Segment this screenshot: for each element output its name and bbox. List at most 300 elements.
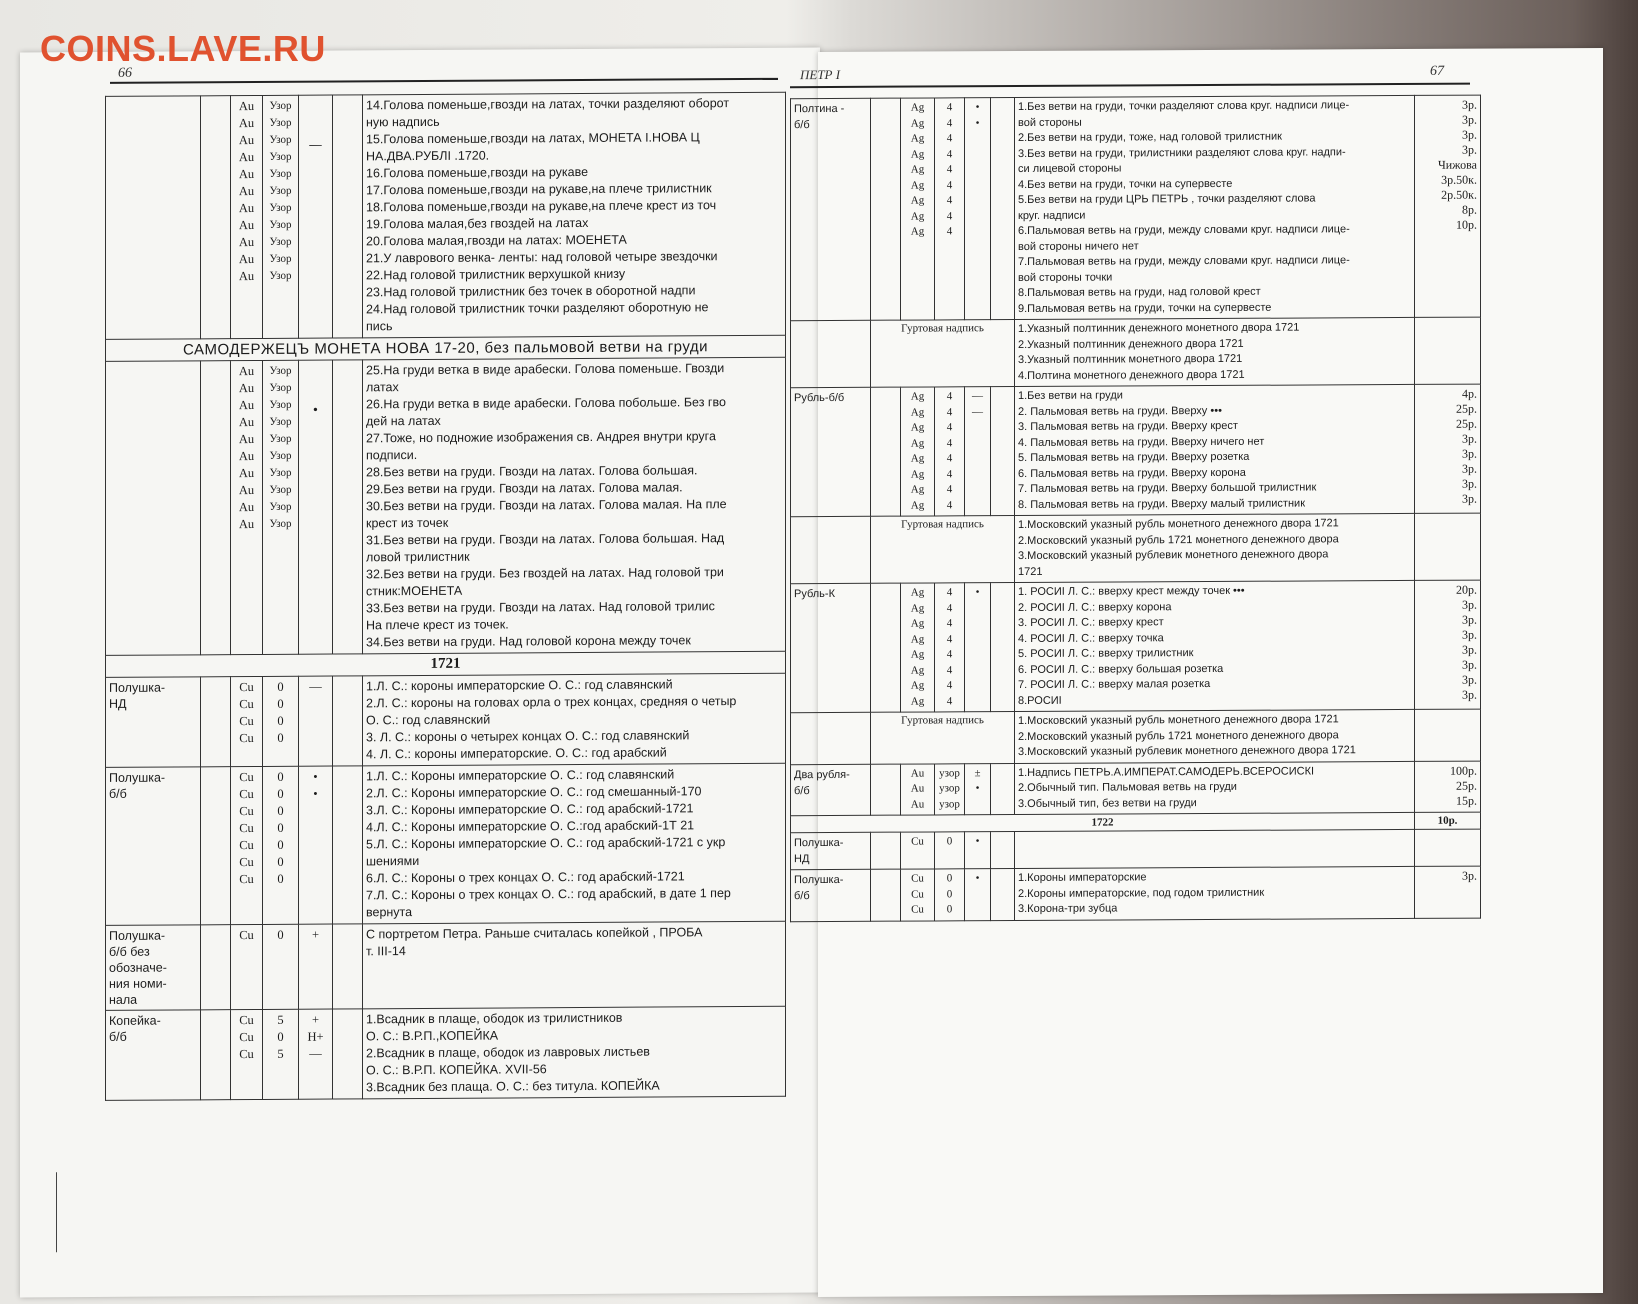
description-line: 1.Московский указный рубль монетного денежного двора 1721 xyxy=(1018,713,1339,728)
edge-value: Узор xyxy=(269,184,292,197)
description-line: 3. РОСИІ Л. С.: вверху крест xyxy=(1018,616,1164,630)
material-value: Au xyxy=(238,218,255,233)
description-line: 6.Пальмовая ветвь на груди, между словами круг. надписи лице- xyxy=(1018,223,1350,238)
empty-cell xyxy=(871,98,901,320)
mark-cell xyxy=(299,360,333,654)
material-value: Ag xyxy=(910,405,925,419)
description-cell xyxy=(363,763,786,924)
grade-value: 0 xyxy=(277,854,284,869)
description-line: 26.На груди ветка в виде арабески. Голова побольше. Без гво xyxy=(366,395,726,412)
description-line: 2. РОСИІ Л. С.: вверху корона xyxy=(1018,600,1172,614)
watermark: COINS.LAVE.RU xyxy=(40,28,326,69)
material-value: Ag xyxy=(910,436,925,450)
price-value: 3р. xyxy=(1462,687,1477,702)
grade-value: 4 xyxy=(946,209,953,222)
material-value: Au xyxy=(238,269,255,284)
edge-value: Узор xyxy=(269,167,292,180)
description-cell xyxy=(1015,829,1415,868)
material-value: Cu xyxy=(911,903,924,916)
description-line: 7.Пальмовая ветвь на груди, между словами круг. надписи лице- xyxy=(1018,254,1350,269)
description-cell xyxy=(1015,761,1415,815)
denomination-cell: Копейка- б/б xyxy=(106,1010,201,1101)
description-line: 16.Голова поменьше,гвозди на рукаве xyxy=(366,164,589,181)
mark-value: • xyxy=(313,786,318,801)
material-value: Cu xyxy=(911,888,924,901)
edge-cell xyxy=(263,95,299,338)
catalog-row xyxy=(791,317,1481,388)
description-line: 8.Пальмовая ветвь на груди, над головой крест xyxy=(1018,285,1261,300)
price-value: 2р.50к. xyxy=(1441,187,1477,202)
mark-value: + xyxy=(311,927,320,942)
mark-cell xyxy=(299,766,333,924)
mark-value: • xyxy=(975,835,980,848)
description-line: 5.Без ветви на груди ЦРЬ ПЕТРЬ , точки разделяют слова xyxy=(1018,192,1316,207)
material-value: Au xyxy=(238,432,255,447)
description-line: круг. надписи xyxy=(1018,209,1086,222)
grade-value: 4 xyxy=(946,467,953,480)
price-value: 100р. xyxy=(1450,763,1477,778)
material-value: Cu xyxy=(239,714,254,729)
material-value: Ag xyxy=(910,452,925,465)
left-page-number: 66 xyxy=(118,65,132,81)
description-line: НА.ДВА.РУБЛІ .1720. xyxy=(366,148,490,164)
price-value: 3р. xyxy=(1462,642,1477,657)
description-cell xyxy=(1015,513,1415,582)
mark-cell xyxy=(299,924,333,1009)
description-line: шениями xyxy=(366,854,420,869)
description-cell xyxy=(363,673,786,766)
grade-cell xyxy=(935,98,965,320)
grade-value: 4 xyxy=(946,178,953,191)
grade-value: 4 xyxy=(946,498,953,511)
grade-cell xyxy=(935,832,965,869)
edge-value: Узор xyxy=(269,398,292,411)
denomination-cell xyxy=(106,361,201,656)
material-value: Au xyxy=(238,449,255,464)
material-value: Cu xyxy=(239,731,254,746)
description-line: 3.Всадник без плаща. О. С.: без титула. КОПЕЙКА xyxy=(366,1078,660,1095)
description-line: 1. РОСИІ Л. С.: вверху крест между точек ••• xyxy=(1018,584,1245,599)
material-value: Au xyxy=(910,766,925,780)
description-line: си лицевой стороны xyxy=(1018,162,1122,176)
grade-value: узор xyxy=(939,782,960,795)
grade-value: узор xyxy=(939,766,960,779)
price-value: 15р. xyxy=(1456,793,1477,808)
right-page-number: 67 xyxy=(1430,63,1444,79)
empty-cell xyxy=(333,766,363,924)
description-line: 3. Пальмовая ветвь на груди. Вверху крест xyxy=(1018,419,1238,434)
price-value: 4р. xyxy=(1462,386,1477,401)
material-value: Ag xyxy=(910,586,925,599)
material-value: Cu xyxy=(911,835,924,848)
grade-value: узор xyxy=(939,797,960,810)
mark-value: + xyxy=(311,1012,320,1027)
description-line: 4.Полтина монетного денежного двора 1721 xyxy=(1018,368,1245,382)
empty-cell xyxy=(991,387,1015,516)
catalog-row xyxy=(791,580,1481,713)
description-line: 1.Л. С.: Короны императорские О. С.: год славянский xyxy=(366,767,675,784)
material-value: Ag xyxy=(910,679,925,692)
right-page xyxy=(794,48,1603,1297)
grade-cell xyxy=(263,924,299,1009)
empty-cell xyxy=(201,1010,231,1100)
denomination-cell: Полушка- НД xyxy=(106,677,201,768)
catalog-row xyxy=(106,1006,786,1100)
description-line: вой стороны точки xyxy=(1018,271,1113,284)
catalog-row xyxy=(791,513,1481,584)
description-line: О. С.: В.Р.П.,КОПЕЙКА xyxy=(366,1028,499,1044)
grade-value: 4 xyxy=(946,147,953,160)
empty-cell xyxy=(991,869,1015,921)
empty-cell xyxy=(991,98,1015,320)
material-value: Ag xyxy=(910,694,925,708)
grade-value: 4 xyxy=(946,225,953,238)
material-value: Ag xyxy=(910,663,925,677)
material-value: Au xyxy=(238,150,255,165)
material-value: Cu xyxy=(239,787,254,802)
mark-cell xyxy=(965,387,991,516)
material-cell xyxy=(901,869,935,921)
page-edge-mark xyxy=(56,1172,63,1252)
material-value: Au xyxy=(238,116,255,131)
price-value: 3р. xyxy=(1462,431,1477,446)
material-value: Ag xyxy=(910,498,925,512)
description-line: 4.Л. С.: Короны императорские О. С.:год арабский-1Т 21 xyxy=(366,818,695,835)
description-line: 6. РОСИІ Л. С.: вверху большая розетка xyxy=(1018,662,1224,676)
edge-value: Узор xyxy=(269,218,292,231)
mark-value: • xyxy=(975,782,980,795)
mark-value: • xyxy=(975,101,980,114)
description-line: 7. РОСИІ Л. С.: вверху малая розетка xyxy=(1018,678,1211,692)
empty-cell xyxy=(201,925,231,1010)
material-cell xyxy=(231,676,263,766)
edge-value: Узор xyxy=(269,133,292,146)
left-page xyxy=(20,48,820,1298)
price-cell xyxy=(1415,95,1481,317)
description-line: 20.Голова малая,гвозди на латах: МОЕНЕТА xyxy=(366,232,627,249)
description-line: 3.Корона-три зубца xyxy=(1018,902,1118,916)
empty-cell xyxy=(791,712,871,764)
material-value: Ag xyxy=(910,421,925,434)
price-cell xyxy=(1415,761,1481,813)
grade-value: 4 xyxy=(946,116,953,129)
grade-value: 4 xyxy=(946,483,953,496)
description-line: 25.На груди ветка в виде арабески. Голова поменьше. Гвозди xyxy=(366,361,725,378)
price-value: 8р. xyxy=(1462,202,1477,217)
description-line: 24.Над головой трилистник точки разделяют оборотную не xyxy=(366,300,709,317)
denomination-cell: Полушка- б/б xyxy=(106,767,201,926)
empty-cell xyxy=(991,763,1015,815)
grade-value: 4 xyxy=(946,101,953,114)
empty-cell xyxy=(333,360,363,654)
catalog-row xyxy=(106,763,786,925)
material-cell xyxy=(231,1009,263,1099)
description-line: 28.Без ветви на груди. Гвозди на латах. Голова большая. xyxy=(366,463,698,480)
description-line: 1.Московский указный рубль монетного денежного двора 1721 xyxy=(1018,517,1339,532)
material-value: Cu xyxy=(239,928,254,943)
price-value: 3р. xyxy=(1462,112,1477,127)
material-value: Ag xyxy=(910,132,925,145)
price-value: 3р. xyxy=(1462,476,1477,491)
material-value: Cu xyxy=(239,1030,254,1045)
description-line: дей на латах xyxy=(366,413,441,429)
price-value: 3р. xyxy=(1462,627,1477,642)
description-line: 5. РОСИІ Л. С.: вверху трилистник xyxy=(1018,647,1194,661)
grade-cell xyxy=(263,1009,299,1099)
description-line: 2.Без ветви на груди, тоже, над головой трилистник xyxy=(1018,130,1282,145)
description-line: 14.Голова поменьше,гвозди на латах, точки разделяют оборот xyxy=(366,96,730,113)
material-value: Cu xyxy=(239,680,254,695)
description-line: 34.Без ветви на груди. Над головой корона между точек xyxy=(366,633,691,650)
grade-value: 0 xyxy=(277,730,284,745)
description-line: стник:МОЕНЕТА xyxy=(366,583,463,599)
mark-cell xyxy=(965,832,991,869)
empty-cell xyxy=(333,95,363,338)
catalog-row xyxy=(106,92,786,339)
price-value: 3р. xyxy=(1462,657,1477,672)
description-cell xyxy=(363,1006,786,1099)
description-line: 17.Голова поменьше,гвозди на рукаве,на плече трилистник xyxy=(366,181,712,198)
description-line: О. С.: В.Р.П. КОПЕЙКА. XVII-56 xyxy=(366,1062,547,1078)
edge-value: Узор xyxy=(269,269,292,282)
material-value: Ag xyxy=(910,194,925,207)
price-value: 3р.50к. xyxy=(1441,172,1477,187)
price-cell xyxy=(1415,709,1481,761)
grade-value: 4 xyxy=(946,586,953,599)
description-line: ную надпись xyxy=(366,114,440,130)
material-value: Ag xyxy=(910,390,925,403)
material-value: Ag xyxy=(910,467,925,481)
description-line: На плече крест из точек. xyxy=(366,617,509,633)
grade-value: 4 xyxy=(946,694,953,707)
edge-inscription-label: Гуртовая надпись xyxy=(871,712,1015,764)
edge-value: Узор xyxy=(269,381,292,394)
description-line: 1.Л. С.: короны императорские О. С.: год славянский xyxy=(366,677,673,694)
description-line: 3. Л. С.: короны о четырех концах О. С.: год славянский xyxy=(366,728,690,745)
material-value: Cu xyxy=(239,1047,254,1062)
mark-value: • xyxy=(975,586,980,599)
description-line: 33.Без ветви на груди. Гвозди на латах. Над головой трилис xyxy=(366,599,715,616)
material-value: Cu xyxy=(239,697,254,712)
catalog-row xyxy=(106,921,786,1010)
empty-cell xyxy=(991,832,1015,869)
grade-value: 0 xyxy=(946,872,953,885)
edge-cell xyxy=(263,360,299,654)
description-line: 23.Над головой трилистник без точек в оборотной надпи xyxy=(366,283,696,300)
empty-cell xyxy=(333,924,363,1009)
mark-cell xyxy=(965,583,991,712)
price-value: 3р. xyxy=(1462,868,1477,883)
description-cell xyxy=(363,357,786,654)
empty-cell xyxy=(201,361,231,655)
description-line: 1.Без ветви на груди xyxy=(1018,389,1123,403)
material-value: Au xyxy=(238,517,255,532)
mark-value: • xyxy=(313,769,318,784)
mark-value: ± xyxy=(974,766,981,779)
catalog-row xyxy=(791,866,1481,921)
denomination-cell: Полушка- б/б без обозначе- ния номи- нала xyxy=(106,925,201,1011)
mark-value: • xyxy=(975,872,980,885)
material-value: Au xyxy=(910,782,925,795)
grade-value: 4 xyxy=(946,648,953,661)
edge-value: Узор xyxy=(269,364,292,377)
description-cell xyxy=(1015,384,1415,515)
running-head: ПЕТР I xyxy=(800,66,841,83)
material-value: Cu xyxy=(239,855,254,870)
material-value: Ag xyxy=(910,101,925,114)
mark-cell xyxy=(299,1009,333,1099)
grade-value: 5 xyxy=(277,1046,284,1061)
material-value: Ag xyxy=(910,163,925,176)
price-value: 3р. xyxy=(1462,491,1477,506)
description-cell xyxy=(1015,95,1415,319)
material-value: Au xyxy=(238,252,255,267)
mark-value: — xyxy=(309,1046,322,1061)
material-value: Au xyxy=(238,500,255,515)
description-line: 2.Л. С.: Короны императорские О. С.: год смешанный-170 xyxy=(366,784,702,801)
price-value: 3р. xyxy=(1462,127,1477,142)
grade-value: 0 xyxy=(277,679,284,694)
empty-cell xyxy=(333,1009,363,1099)
description-cell xyxy=(1015,580,1415,711)
right-catalog-table xyxy=(790,95,1481,922)
grade-value: 0 xyxy=(277,786,284,801)
section-title: САМОДЕРЖЕЦЪ МОНЕТА НОВА 17-20, без пальмовой ветви на груди xyxy=(106,335,786,361)
edge-value: Узор xyxy=(269,116,292,129)
description-line: 8.РОСИІ xyxy=(1018,694,1062,707)
description-line: вернута xyxy=(366,905,413,920)
year-label: 1721 xyxy=(106,651,786,677)
grade-value: 0 xyxy=(277,803,284,818)
description-line: 7. Пальмовая ветвь на груди. Вверху большой трилистник xyxy=(1018,481,1317,496)
price-value: 25р. xyxy=(1456,401,1477,416)
material-value: Au xyxy=(238,466,255,481)
price-cell xyxy=(1415,580,1481,709)
grade-value: 4 xyxy=(946,663,953,676)
material-value: Ag xyxy=(910,617,925,630)
mark-value: • xyxy=(313,402,318,417)
description-line: 29.Без ветви на груди. Гвозди на латах. Голова малая. xyxy=(366,480,683,497)
description-line: 2.Всадник в плаще, ободок из лавровых листьев xyxy=(366,1044,650,1061)
material-cell xyxy=(901,832,935,869)
empty-cell xyxy=(991,583,1015,712)
price-cell xyxy=(1415,829,1481,866)
empty-cell xyxy=(871,583,901,712)
grade-value: 0 xyxy=(277,769,284,784)
grade-value: 5 xyxy=(277,1012,284,1027)
material-value: Au xyxy=(238,167,255,182)
description-line: 27.Тоже, но подножие изображения св. Андрея внутри круга xyxy=(366,429,716,446)
material-cell xyxy=(231,360,263,654)
price-value: 20р. xyxy=(1456,582,1477,597)
material-value: Ag xyxy=(910,225,925,238)
price-cell xyxy=(1415,384,1481,513)
price-value: 3р. xyxy=(1462,612,1477,627)
material-value: Cu xyxy=(911,872,924,885)
description-line: 1.Короны императорские xyxy=(1018,871,1147,885)
description-line: 1.Надпись ПЕТРЬ.А.ИМПЕРАТ.САМОДЕРЬ.ВСЕРОСИСКІ xyxy=(1018,764,1315,779)
description-line: ловой трилистник xyxy=(366,549,470,565)
price-value: 3р. xyxy=(1462,446,1477,461)
catalog-row xyxy=(791,384,1481,517)
description-line: 7.Л. С.: Короны о трех концах О. С.: год арабский, в дате 1 пер xyxy=(366,886,731,903)
material-value: Ag xyxy=(910,147,925,161)
catalog-row xyxy=(106,357,786,655)
catalog-row xyxy=(106,673,786,767)
price-cell xyxy=(1415,866,1481,918)
empty-cell xyxy=(871,387,901,516)
description-line: 2.Короны императорские, под годом трилистник xyxy=(1018,886,1265,900)
grade-value: 0 xyxy=(277,1029,284,1044)
grade-value: 4 xyxy=(946,390,953,403)
edge-value: Узор xyxy=(269,415,292,428)
empty-cell xyxy=(201,96,231,339)
description-line: 6.Л. С.: Короны о трех концах О. С.: год арабский-1721 xyxy=(366,869,685,886)
left-catalog-table xyxy=(105,92,786,1101)
price-value: 10р. xyxy=(1456,217,1477,232)
material-value: Ag xyxy=(910,178,925,192)
material-value: Au xyxy=(238,381,255,396)
material-value: Cu xyxy=(239,770,254,785)
description-line: 21.У лаврового венка- ленты: над головой четыре звездочки xyxy=(366,249,718,266)
description-line: 2.Обычный тип. Пальмовая ветвь на груди xyxy=(1018,780,1237,795)
mark-cell xyxy=(965,763,991,815)
edge-value: Узор xyxy=(269,201,292,214)
edge-value: Узор xyxy=(269,150,292,163)
edge-value: Узор xyxy=(269,466,292,479)
grade-value: 0 xyxy=(277,837,284,852)
edge-value: Узор xyxy=(269,252,292,265)
material-value: Au xyxy=(238,99,255,114)
grade-cell xyxy=(263,766,299,924)
mark-value: — xyxy=(972,405,983,418)
header-rule xyxy=(110,78,778,84)
description-line: 2.Московский указный рубль 1721 монетного денежного двора xyxy=(1018,532,1339,547)
description-line: О. С.: год славянский xyxy=(366,712,491,728)
grade-cell xyxy=(935,583,965,712)
description-line: 3.Обычный тип, без ветви на груди xyxy=(1018,796,1197,810)
description-line: латах xyxy=(366,380,399,395)
empty-cell xyxy=(201,677,231,767)
edge-inscription-label: Гуртовая надпись xyxy=(871,516,1015,584)
grade-value: 4 xyxy=(946,163,953,176)
material-value: Au xyxy=(238,483,255,498)
material-value: Ag xyxy=(910,116,925,130)
material-cell xyxy=(901,387,935,516)
denomination-cell: Полушка- НД xyxy=(791,832,871,869)
price-value: 3р. xyxy=(1462,672,1477,687)
empty-cell xyxy=(871,764,901,816)
description-line: 31.Без ветви на груди. Гвозди на латах. Голова большая. Над xyxy=(366,531,725,548)
material-value: Au xyxy=(238,398,255,413)
material-cell xyxy=(901,763,935,815)
grade-value: 0 xyxy=(277,696,284,711)
description-line xyxy=(1018,832,1411,834)
material-value: Au xyxy=(910,797,925,811)
material-value: Au xyxy=(238,364,255,379)
material-value: Ag xyxy=(910,209,925,223)
edge-value: Узор xyxy=(269,517,292,530)
description-line: вой стороны ничего нет xyxy=(1018,239,1139,253)
description-line: т. III-14 xyxy=(366,944,406,959)
description-line: 1.Без ветви на груди, точки разделяют слова круг. надписи лице- xyxy=(1018,99,1350,114)
price-cell xyxy=(1415,513,1481,580)
grade-value: 4 xyxy=(946,436,953,449)
description-line: 4.Без ветви на груди, точки на супервесте xyxy=(1018,177,1233,191)
description-line: 4. Л. С.: короны императорские. О. С.: год арабский xyxy=(366,745,667,762)
grade-value: 4 xyxy=(946,601,953,614)
mark-value: — xyxy=(309,679,322,694)
